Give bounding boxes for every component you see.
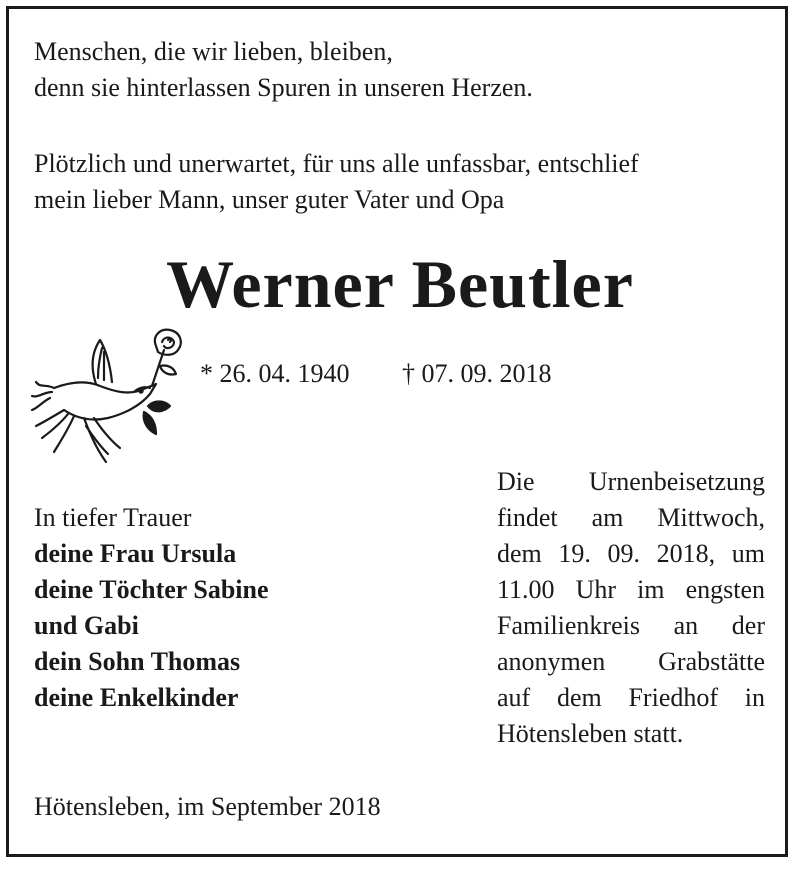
intro-line: Plötzlich und unerwartet, für uns alle unfassbar, entschlief [34,149,639,178]
burial-info [497,464,765,752]
life-dates [200,356,552,392]
mourners-intro: In tiefer Trauer [34,503,192,532]
burial-line: Die Urnenbeisetzung [497,467,765,496]
burial-line: findet am Mittwoch, [497,503,765,532]
motto-line: denn sie hinterlassen Spuren in unseren Herzen. [34,73,533,102]
deceased-name: Werner Beutler [166,246,634,322]
dove-with-rose-icon [24,326,204,486]
mourner-line: dein Sohn Thomas [34,647,241,676]
place-and-date: Hötensleben, im September 2018 [34,792,381,821]
burial-line: Familienkreis an der [497,611,765,640]
burial-line: auf dem Friedhof in [497,683,765,712]
motto-line: Menschen, die wir lieben, bleiben, [34,37,393,66]
mourner-line: deine Enkelkinder [34,683,239,712]
birth-date: * 26. 04. 1940 [200,359,350,388]
burial-line: dem 19. 09. 2018, um [497,539,765,568]
death-date: † 07. 09. 2018 [402,359,552,388]
intro-line: mein lieber Mann, unser guter Vater und Opa [34,185,505,214]
mourners-list [34,500,269,716]
burial-line: 11.00 Uhr im engsten [497,575,765,604]
mourner-line: deine Töchter Sabine [34,575,269,604]
mourner-line: deine Frau Ursula [34,539,237,568]
intro-text [34,146,639,218]
mourner-line: und Gabi [34,611,139,640]
motto [34,34,533,106]
burial-line: Hötensleben statt. [497,719,684,748]
burial-line: anonymen Grabstätte [497,647,765,676]
